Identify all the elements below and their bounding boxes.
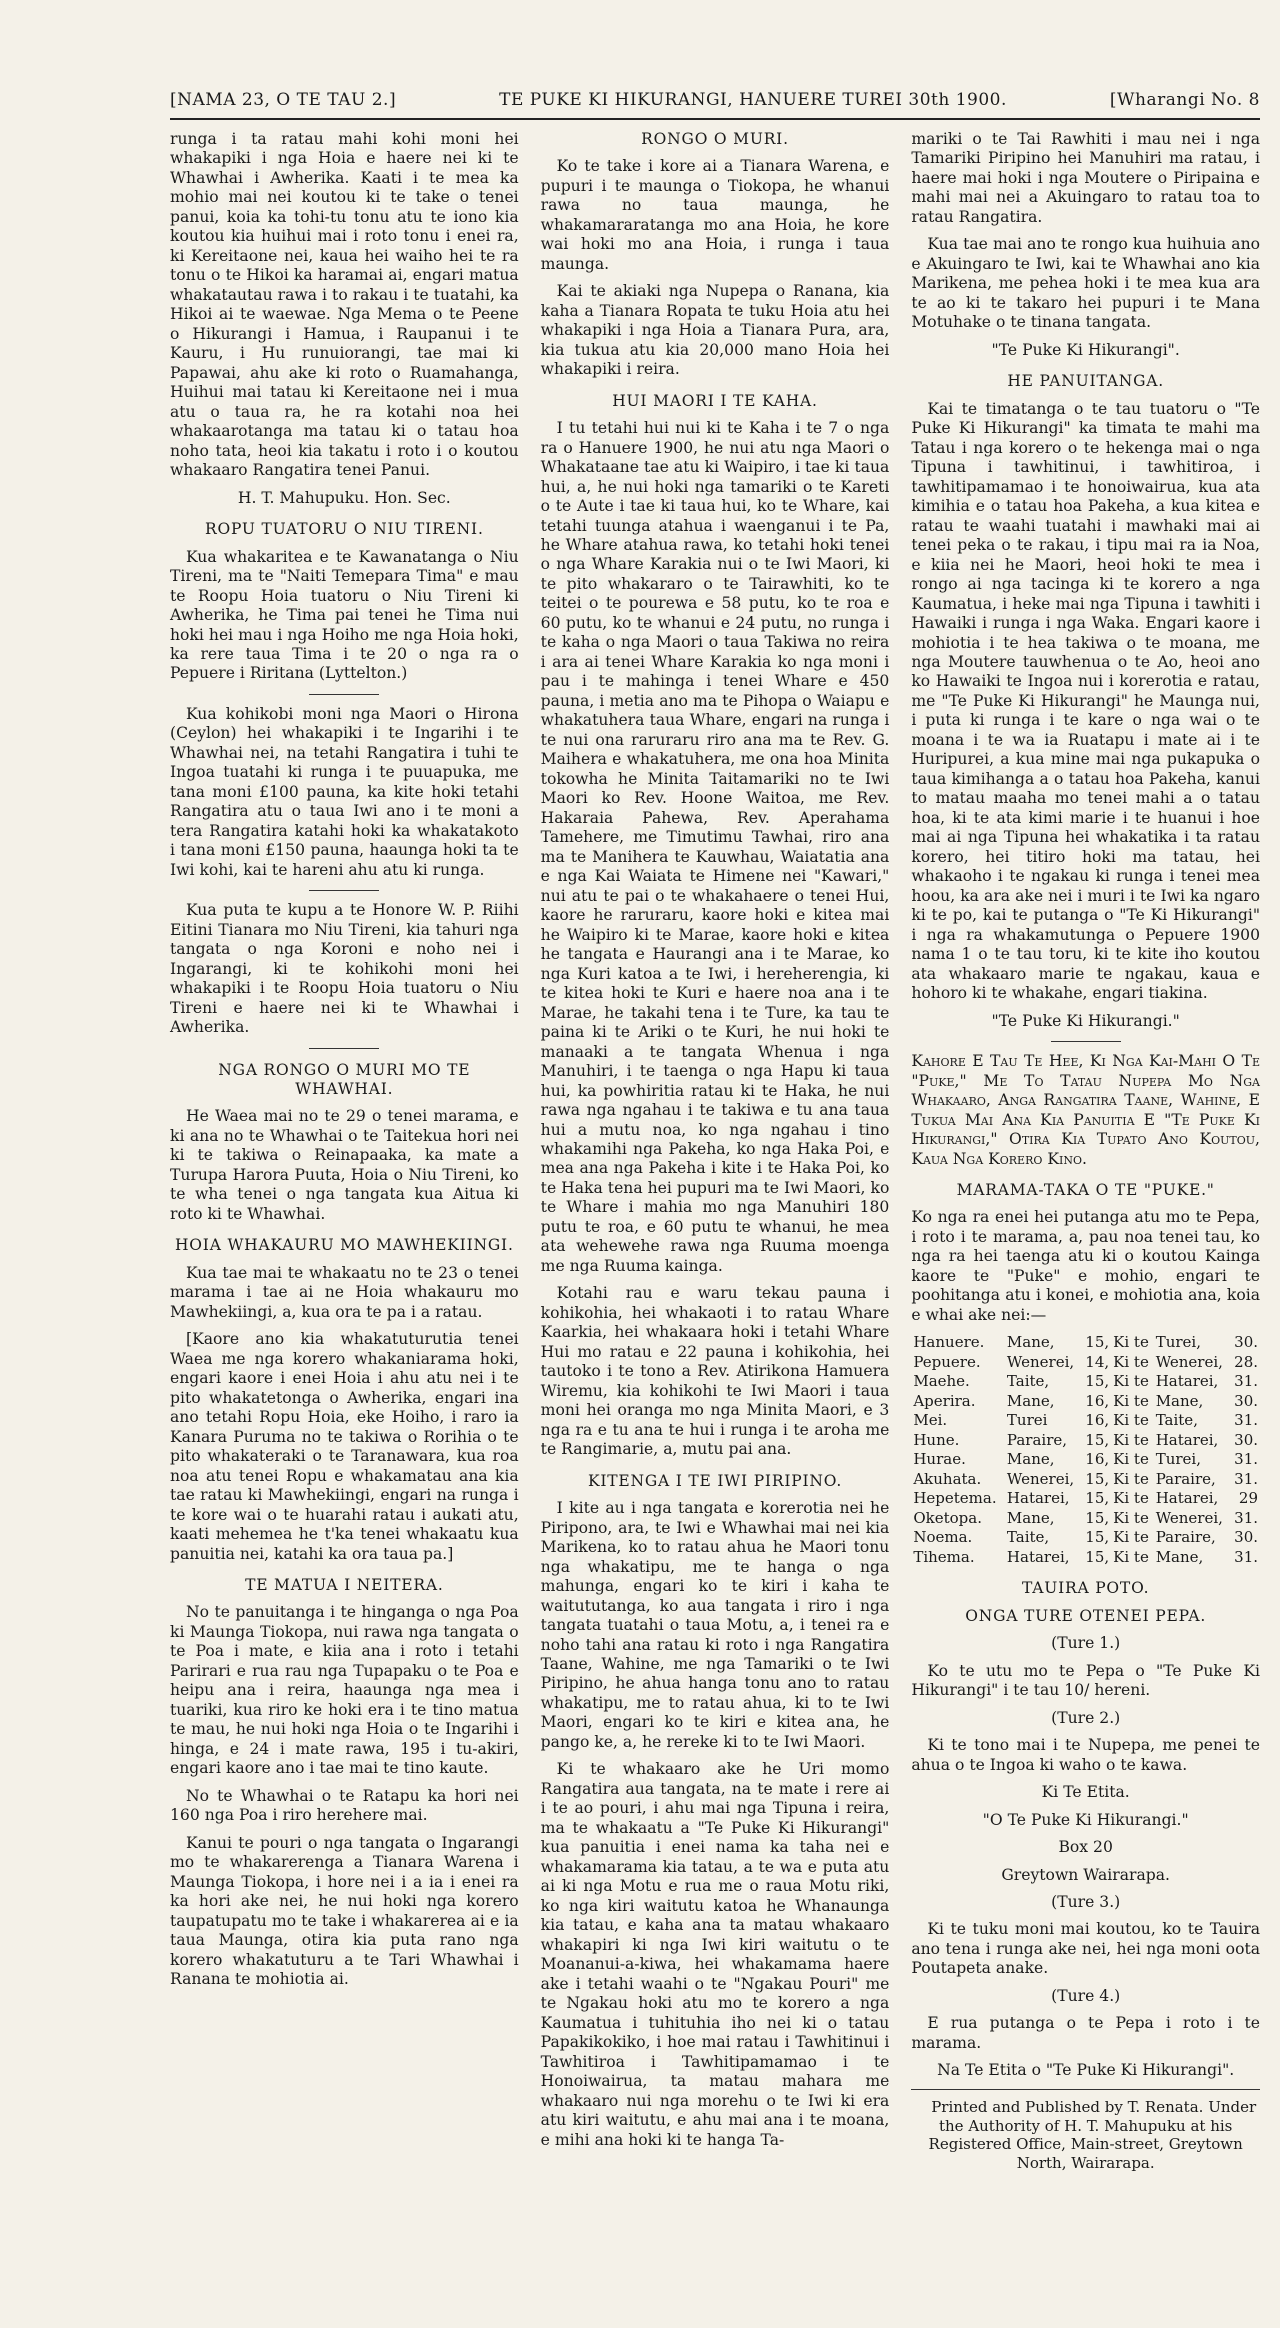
calendar-cell: Hatarei, [1155,1372,1219,1391]
calendar-row [911,1548,1260,1568]
article-paragraph: I kite au i nga tangata e korerotia nei he Piripono, ara, te Iwi e Whawhai mai nei kia Marikena, ko to ratau ahua he Maori tonu nga whakatipu, me te hanga o nga mahunga, engari ko te kiri i kaha te waitututanga, ko aua tangata i riro i nga tangata tuatahi o taua Motu, a, i tenei ra e noho tahi ana ratau ki roto i nga Rangatira Taane, Wahine, me nga Tamariki o te Iwi Piripino, he ahua hanga tonu ano to ratau whakatipu, me to ratau ahua, ki to te Iwi Maori, engari ko te kiri e kitea ana, he pango ke, a, he rereke ki to te Iwi Maori. [540,1499,890,1751]
article-paragraph: Ko te take i kore ai a Tianara Warena, e pupuri i te maunga o Tiokopa, he whanui rawa no taua maunga, he whakamararatanga mo ana Hoia, he kore wai hoki mo ana Hoia, i runga i taua maunga. [540,157,890,273]
calendar-row [911,1431,1260,1451]
calendar-cell: Hatarei, [1006,1547,1070,1566]
calendar-cell: 14, [1085,1352,1110,1371]
article-subheading: ONGA TURE OTENEI PEPA. [965,1606,1207,1625]
article-heading: NGA RONGO O MURI MO TE WHAWHAI. [218,1060,471,1099]
page-header [170,86,1260,120]
divider [1051,1041,1121,1042]
signature: H. T. Mahupuku. Hon. Sec. [237,488,451,507]
address-line: Greytown Wairarapa. [1001,1865,1170,1884]
calendar-cell: Oketopa. [913,1508,982,1527]
calendar-cell: Ki te [1113,1547,1149,1566]
calendar-cell: 30. [1234,1391,1259,1410]
calendar-cell: 15, [1085,1430,1110,1449]
calendar-cell: Mane, [1006,1391,1055,1410]
issue-number: [NAMA 23, O TE TAU 2.] [170,90,397,110]
rule-text: E rua putanga o te Pepa i roto i te marama. [911,2014,1261,2052]
page-number: [Wharangi No. 8 [1109,90,1260,110]
calendar-cell: Wenerei, [1155,1352,1223,1371]
calendar-cell: Hune. [913,1430,960,1449]
calendar-cell: Wenerei, [1006,1352,1075,1371]
calendar-cell: 15, [1085,1489,1110,1508]
calendar-cell: Akuhata. [913,1469,982,1488]
calendar-cell: Mane, [1155,1547,1204,1566]
calendar-cell: 16, [1085,1391,1110,1410]
article-paragraph: No te panuitanga i te hinganga o nga Poa ki Maunga Tiokopa, nui rawa nga tangata o te Poa i mate, e kiia ana i roto i tetahi Parirari e rua rau nga Tupapaku o te Poa e heipu ana i reira, haaunga nga mea i tuariki, kua riro ke hoki era i te tino matua te mau, he nui hoki nga Hoia o te Ingarihi i hinga, e 24 i mate rawa, 195 i tu-akiri, engari kaore ano i tae mai te tino kaute. [170,1603,519,1778]
article-heading: HE PANUITANGA. [1007,372,1164,391]
calendar-cell: Mane, [1006,1450,1055,1469]
calendar-row [911,1411,1260,1431]
calendar-row [911,1372,1260,1392]
calendar-cell: 15, [1085,1333,1110,1352]
article-paragraph: No te Whawhai o te Ratapu ka hori nei 160 nga Poa i riro herehere mai. [170,1786,519,1825]
rule-label: (Ture 1.) [1051,1634,1121,1653]
calendar-cell: 16, [1085,1450,1110,1469]
calendar-cell: 31. [1234,1547,1259,1566]
calendar-cell: Hurae. [913,1450,966,1469]
calendar-cell: Mane, [1006,1508,1055,1527]
article-paragraph: Kua puta te kupu a te Honore W. P. Riihi Eitini Tianara mo Niu Tireni, kia tahuri nga tangata o nga Koroni e noho nei i Ingarangi, ki te kohikohi moni hei whakapiki i te Roopu Hoia tuatoru o Niu Tireni e haere nei ki te Whawhai i Awherika. [170,901,519,1037]
publication-calendar [911,1333,1260,1567]
calendar-cell: 30. [1234,1333,1259,1352]
calendar-cell: Hatarei, [1155,1430,1219,1449]
rule-text: Ki te tuku moni mai koutou, ko te Tauira ano tena i runga ake nei, hei nga moni oota Poutapeta anake. [911,1920,1261,1978]
calendar-cell: Ki te [1113,1489,1149,1508]
calendar-cell: Turei, [1155,1333,1201,1352]
calendar-cell: Pepuere. [913,1352,981,1371]
article-heading: TE MATUA I NEITERA. [245,1576,444,1595]
calendar-cell: Ki te [1113,1528,1149,1547]
article-heading: HUI MAORI I TE KAHA. [612,391,818,410]
article-paragraph: Kua tae mai ano te rongo kua huihuia ano e Akuingaro te Iwi, kai te Whawhai ano kia Marikena, me pehea hoki i te mea kua ara te ao ki te takaro hei pupuri i te Mana Motuhake o te tinana tangata. [911,235,1261,332]
calendar-cell: Wenerei, [1006,1469,1075,1488]
calendar-cell: Mane, [1155,1391,1204,1410]
article-paragraph: [Kaore ano kia whakatuturutia tenei Waea me nga korero whakaniarama hoki, engari kaore i enei Hoia i ahu atu nei i te pito whakatetonga o Awherika, engari ina ano tetahi Ropu Hoia, eke Hoiho, i raro ia Kanara Puruma no te takiwa o Rorihia o te pito whakateraki o te Taranawara, kua roa noa atu tenei Ropu e whakamatau ana kia tae ratau ki Mawhekiingi, engari na runga i te kore wai o te huarahi ratau i aukati atu, kaati mehemea he t'ka tenei whakaatu kua panuitia nei, katahi ka ora taua pa.] [170,1330,519,1563]
calendar-row [911,1489,1260,1509]
article-paragraph: runga i ta ratau mahi kohi moni hei whakapiki i nga Hoia e haere nei ki te Whawhai i Awherika. Kaati i te mea ka mohio mai nei koutou ki te take o tenei panui, koia ka tohi-tu tonu atu te iono kia koutou kia huihui mai i roto tonu i enei ra, ki Kereitaone nei, kaua hei waiho hei te ra tonu o te Hikoi ka haramai ai, engari matua whakatautau rawa i to rakau i te tuatahi, ka Hikoi ai te waewae. Nga Mema o te Peene o Hikurangi i Hamua, i Raupanui i te Kauru, i Hu runuiorangi, tae mai ki Papawai, ahu ake ki roto o Ruamahanga, Huihui mai tatau ki Kereitaone nei i mua atu o taua ra, he ra kotahi noa hei whakaarotanga ma tatau ki o tatau hoa noho tata, heoi kia takatu i roto i o koutou whakaaro Rangatira tenei Panui. [170,130,519,480]
calendar-cell: Ki te [1113,1333,1149,1352]
calendar-row [911,1528,1260,1548]
calendar-cell: Hanuere. [913,1333,985,1352]
article-paragraph: mariki o te Tai Rawhiti i mau nei i nga Tamariki Piripino hei Manuhiri ma ratau, i haere mai hoki i nga Moutere o Piripaina e mahi mai nei a Akuingaro to ratau toa to ratau Rangatira. [911,130,1261,226]
column-1 [170,130,519,2181]
article-paragraph: Kua kohikobi moni nga Maori o Hirona (Ceylon) hei whakapiki i te Ingarihi i te Whawhai nei, na tetahi Rangatira i tuhi te Ingoa tuatahi ki runga i te puuapuka, me tana moni £100 pauna, ka kite hoki tetahi Rangatira atu o taua Iwi ano i te moni a tera Rangatira katahi hoki ka whakatakoto i tana moni £150 pauna, haaunga hoki ta te Iwi kohi, kai te hareni ahu atu ki runga. [170,704,519,879]
masthead-title: TE PUKE KI HIKURANGI, HANUERE TUREI 30th 1900. [499,90,1007,110]
imprint: Printed and Published by T. Renata. Under the Authority of H. T. Mahupuku at his Registered Office, Main-street, Greytown North, Wairarapa. [911,2089,1260,2173]
calendar-cell: Mei. [913,1411,948,1430]
signature: "Te Puke Ki Hikurangi". [991,340,1180,359]
calendar-cell: 31. [1234,1469,1259,1488]
article-paragraph: Ki te whakaaro ake he Uri momo Rangatira aua tangata, na te mate i rere ai i te ao pouri, i ahu mai nga Tipuna i reira, ma te whakaatu a "Te Puke Ki Hikurangi" kua panuitia i enei nama ka taha nei e whakamarama kia tatau, a te wa e puta atu ai ki nga Motu e rua me o raua Motu riki, ko nga kiri waitutu katoa he Whanaunga kia tatau, e kaha ana ta matau whakaaro whakapiri ki nga Iwi kiri waitutu o te Moananui-a-kiwa, hei whakamama haere ake i tetahi waahi o te "Ngakau Pouri" me te Ngakau hoki atu mo te korero a nga Kaumatua i tuhituhia iho nei ki o tatau Papakikokiko, i hoe mai ratau i Tawhitinui i Tawhitiroa i Tawhitipamamao i te Honoiwairua, ta matau mahara me whakaaro nui nga morehu o te Iwi ki era atu kiri waitutu, e ahu mai ana i te moana, e mihi ana hoki ki te hanga Ta- [540,1760,890,2149]
calendar-cell: Hatarei, [1155,1489,1219,1508]
column-2 [541,130,890,2181]
rule-text: Ko te utu mo te Pepa o "Te Puke Ki Hikurangi" i te tau 10/ hereni. [911,1661,1261,1700]
calendar-cell: Ki te [1113,1352,1149,1371]
calendar-cell: Noema. [913,1528,973,1547]
calendar-cell: 15, [1085,1372,1110,1391]
article-heading: KITENGA I TE IWI PIRIPINO. [587,1471,843,1490]
article-heading: TAUIRA POTO. [1021,1579,1150,1598]
calendar-cell: 15, [1085,1508,1110,1527]
article-paragraph: Ko nga ra enei hei putanga atu mo te Pepa, i roto i te marama, a, pau noa tenei tau, ko nga ra hei taenga atu ki o koutou Kainga kaore te "Puke" e mohio, engari te poohitanga atu i konei, e mohiotia ana, koia e whai ake nei:— [911,1208,1261,1324]
rule-label: (Ture 3.) [1051,1892,1121,1911]
rule-text: Ki te tono mai i te Nupepa, me penei te ahua o te Ingoa ki waho o te kawa. [911,1736,1261,1774]
columns [170,130,1260,2181]
calendar-cell: Tihema. [913,1547,975,1566]
article-heading: RONGO O MURI. [641,130,789,148]
editor-line: Ki Te Etita. [1041,1783,1130,1802]
signature: "Te Puke Ki Hikurangi." [991,1011,1180,1030]
calendar-cell: Aperira. [913,1391,976,1410]
calendar-cell: 15, [1085,1469,1110,1488]
editor-signature: Na Te Etita o "Te Puke Ki Hikurangi". [937,2061,1235,2080]
calendar-cell: Paraire, [1006,1430,1068,1449]
article-heading: MARAMA-TAKA O TE "PUKE." [956,1181,1215,1200]
calendar-cell: Maehe. [913,1372,970,1391]
calendar-row [911,1450,1260,1470]
calendar-cell: Ki te [1113,1372,1149,1391]
calendar-cell: Turei, [1155,1450,1201,1469]
calendar-cell: 29 [1238,1489,1259,1508]
calendar-cell: 31. [1234,1411,1259,1430]
calendar-cell: Hatarei, [1006,1489,1070,1508]
calendar-cell: 31. [1234,1508,1259,1527]
calendar-cell: Taite, [1006,1372,1050,1391]
calendar-cell: Paraire, [1155,1469,1216,1488]
calendar-cell: 30. [1234,1430,1259,1449]
calendar-cell: Ki te [1113,1391,1149,1410]
address-line: Box 20 [1058,1838,1113,1857]
calendar-cell: 16, [1085,1411,1110,1430]
article-paragraph: Kai te akiaki nga Nupepa o Ranana, kia kaha a Tianara Ropata te tuku Hoia atu hei whakapiki i nga Hoia a Tianara Pura, ara, kia tukua atu kia 20,000 mano Hoia hei whakapiki i reira. [540,282,890,379]
article-paragraph: Kotahi rau e waru tekau pauna i kohikohia, hei whakaoti i to ratau Whare Kaarkia, hei whakaara hoki i tetahi Whare Hui mo ratau e 22 pauna i kohikohia, hei tautoko i te tono a Rev. Atirikona Hamuera Wiremu, kia kohikohi te Iwi Maori i taua moni hei oranga mo nga Minita Maori, e 3 nga ra e tu ana te hui i runga i te aroha me te Rangimarie, a, mutu pai ana. [540,1284,890,1459]
article-heading: HOIA WHAKAURU MO MAWHEKIINGI. [174,1236,514,1255]
calendar-cell: Mane, [1006,1333,1055,1352]
calendar-cell: Taite, [1155,1411,1198,1430]
calendar-cell: Hepetema. [913,1489,997,1508]
rule-label: (Ture 2.) [1051,1708,1121,1727]
column-3 [911,130,1260,2181]
calendar-row [911,1509,1260,1529]
notice-paragraph: Kahore E Tau Te Hee, Ki Nga Kai-Mahi O Te "Puke," Me To Tatau Nupepa Mo Nga Whakaaro, Anga Rangatira Taane, Wahine, E Tukua Mai Ana Kia Panuitia E "Te Puke Ki Hikurangi," Otira Kia Tupato Ano Koutou, Kaua Nga Korero Kino. [911,1052,1261,1168]
calendar-cell: Turei [1006,1411,1048,1430]
calendar-row [911,1333,1260,1353]
calendar-cell: Taite, [1006,1528,1050,1547]
calendar-cell: Ki te [1113,1508,1149,1527]
calendar-cell: 30. [1234,1528,1259,1547]
article-paragraph: Kua tae mai te whakaatu no te 23 o tenei marama i tae ai ne Hoia whakauru mo Mawhekiingi, a, kua ora te pa i a ratau. [170,1263,519,1321]
calendar-cell: Wenerei, [1155,1508,1223,1527]
calendar-row [911,1353,1260,1373]
calendar-cell: 31. [1234,1372,1259,1391]
calendar-cell: Ki te [1113,1411,1149,1430]
article-paragraph: Kua whakaritea e te Kawanatanga o Niu Tireni, ma te "Naiti Temepara Tima" e mau te Roopu Hoia tuatoru o Niu Tireni ki Awherika, he Tima pai tenei he Tima nui hoki hei mau i nga Hoiho me nga Hoia hoki, ka rere taua Tima i te 20 o nga ra o Pepuere i Riritana (Lyttelton.) [170,547,519,683]
rule-label: (Ture 4.) [1051,1986,1121,2005]
calendar-cell: 28. [1234,1352,1259,1371]
calendar-cell: Paraire, [1155,1528,1216,1547]
article-heading: ROPU TUATORU O NIU TIRENI. [205,520,484,539]
calendar-cell: Ki te [1113,1450,1149,1469]
article-paragraph: Kai te timatanga o te tau tuatoru o "Te Puke Ki Hikurangi" ka timata te mahi ma Tatau i nga korero o te hekenga mai o nga Tipuna i tawhitinui, i tawhitiroa, i tawhitipamamao i te honoiwairua, kua ata kimihia e o tatau hoa Pakeha, a kua kitea e ratau te waahi tuatahi i mawhaki mai ai tenei peka o te rakau, i tipu mai ra ia Noa, e kiia nei he Maori, heoi hoki te mea i rongo ai nga tacinga ki te korero a nga Kaumatua, i heke mai nga Tipuna i tawhiti i Hawaiki i runga i nga Waka. Engari kaore i mohiotia i te hea takiwa o te moana, me nga Moutere tauwhenua o te Ao, heoi ano ko Hawaiki te Ingoa nui i korerotia e ratau, me "Te Puke Ki Hikurangi" he Maunga nui, i puta ki runga i te kare o nga wai o te moana i te wa ia Ruatapu i mate ai i te Huripurei, a kua mine mai nga pukapuka o taua kimihanga a o tatau hoa Pakeha, kanui to matau maaha mo tenei mahi a o tatau hoa, ki te ata kimi marie i te huanui i hoe mai ai nga Tipuna hei whakatika i ta ratau korero, hei titiro hoki ma tatau, hei whakaoho i te ngakau ki runga i tenei mea hoou, ka ara ake nei i muri i te Iwi ka ngaro ki te po, kai te putanga o "Te Ki Hikurangi" i nga ra whakamutunga o Pepuere 1900 nama 1 o te tau toru, ki te kite iho koutou ata whakaaro marie te ngakau, kaua e hohoro ki te whakahe, engari tiakina. [911,399,1261,1003]
calendar-row [911,1470,1260,1490]
divider [309,1048,379,1049]
calendar-row [911,1392,1260,1412]
divider [309,694,379,695]
article-paragraph: He Waea mai no te 29 o tenei marama, e ki ana no te Whawhai o te Taitekua hori nei ki te takiwa o Reinapaaka, ka mate a Turupa Harora Puuta, Hoia o Niu Tireni, ko te wha tenei o nga tangata kua Aitua ki roto ki te Whawhai. [170,1107,519,1223]
calendar-cell: 15, [1085,1528,1110,1547]
article-paragraph: I tu tetahi hui nui ki te Kaha i te 7 o nga ra o Hanuere 1900, he nui atu nga Maori o Whakataane tae atu ki Waipiro, i tae ki taua hui, a, he nui hoki nga tamariki o te Kareti o te Aute i tae ki taua hui, ko te Whare, kai tetahi tuunga atahua i waenganui i te Pa, he Whare atahua rawa, ko tetahi hoki tenei o nga Whare Karakia nui o te Iwi Maori, ki te pito whakararo o te Tairawhiti, ko te teitei o te pourewa e 58 putu, ko te roa e 60 putu, ko te whanui e 24 putu, no runga i te kaha o nga Maori o taua Takiwa no reira i ara ai tenei Whare Karakia ko nga moni i pau i te mahinga i tenei Whare e 450 pauna, i metia ano ma te Pihopa o Waiapu e whakatuhera taua Whare, engari na runga i te nui ona raruraru riro ana ma te Rev. G. Maihera e whakatuhera, me ona hoa Minita tokowha he Minita Taitamariki no te Iwi Maori ko Rev. Hoone Waitoa, me Rev. Hakaraia Pahewa, Rev. Aperahama Tamehere, me Timutimu Tawhai, riro ana ma te Manihera te Kauwhau, Waiatatia ana e nga Kai Waiata te Himene nei "Kawari," nui atu te pai o te whakahaere o tenei Hui, kaore he raruraru, kaore hoki e kitea mai he Waipiro ki te Marae, kaore hoki e kitea he tangata e Haurangi ana i te Marae, ko nga Kuri katoa a te Iwi, i hereherengia, ki te kitea hoki te Kuri e haere noa ana i te Marae, he takahi tena i te Ture, ka tau te paina ki te Ariki o te Kuri, he nui hoki te manaaki a te tangata Whenua i nga Manuhiri, i te taenga o nga Hapu ki taua hui, ka powhiritia ratau ki te Haka, he nui rawa nga ngahau i te takiwa e tu ana taua hui a mutu noa, ko nga ngahau i tino whakamihi nga Pakeha, ko nga Haka Poi, e mea ana nga Pakeha i kite i te Haka Poi, ko te Haka tena hei pupuri ma te Iwi Maori, ko te Whare i mahia mo nga Manuhiri 180 putu te roa, e 60 putu te whanui, he mea ata wehewehe rawa nga Ruuma moenga me nga Ruuma kainga. [540,419,890,1275]
divider [309,890,379,891]
calendar-cell: Ki te [1113,1430,1149,1449]
calendar-cell: 15, [1085,1547,1110,1566]
calendar-cell: 31. [1234,1450,1259,1469]
address-line: "O Te Puke Ki Hikurangi." [982,1810,1189,1829]
calendar-cell: Ki te [1113,1469,1149,1488]
article-paragraph: Kanui te pouri o nga tangata o Ingarangi mo te whakarerenga a Tianara Warena i Maunga Tiokopa, i hore nei i a ia i enei ra ka hori ake nei, he nui hoki nga korero taupatupatu mo te take i whakarerea ai e ia taua Maunga, otira kia puta rano nga korero whakatuturu a te Tari Whawhai i Ranana te mohiotia ai. [170,1833,519,1989]
